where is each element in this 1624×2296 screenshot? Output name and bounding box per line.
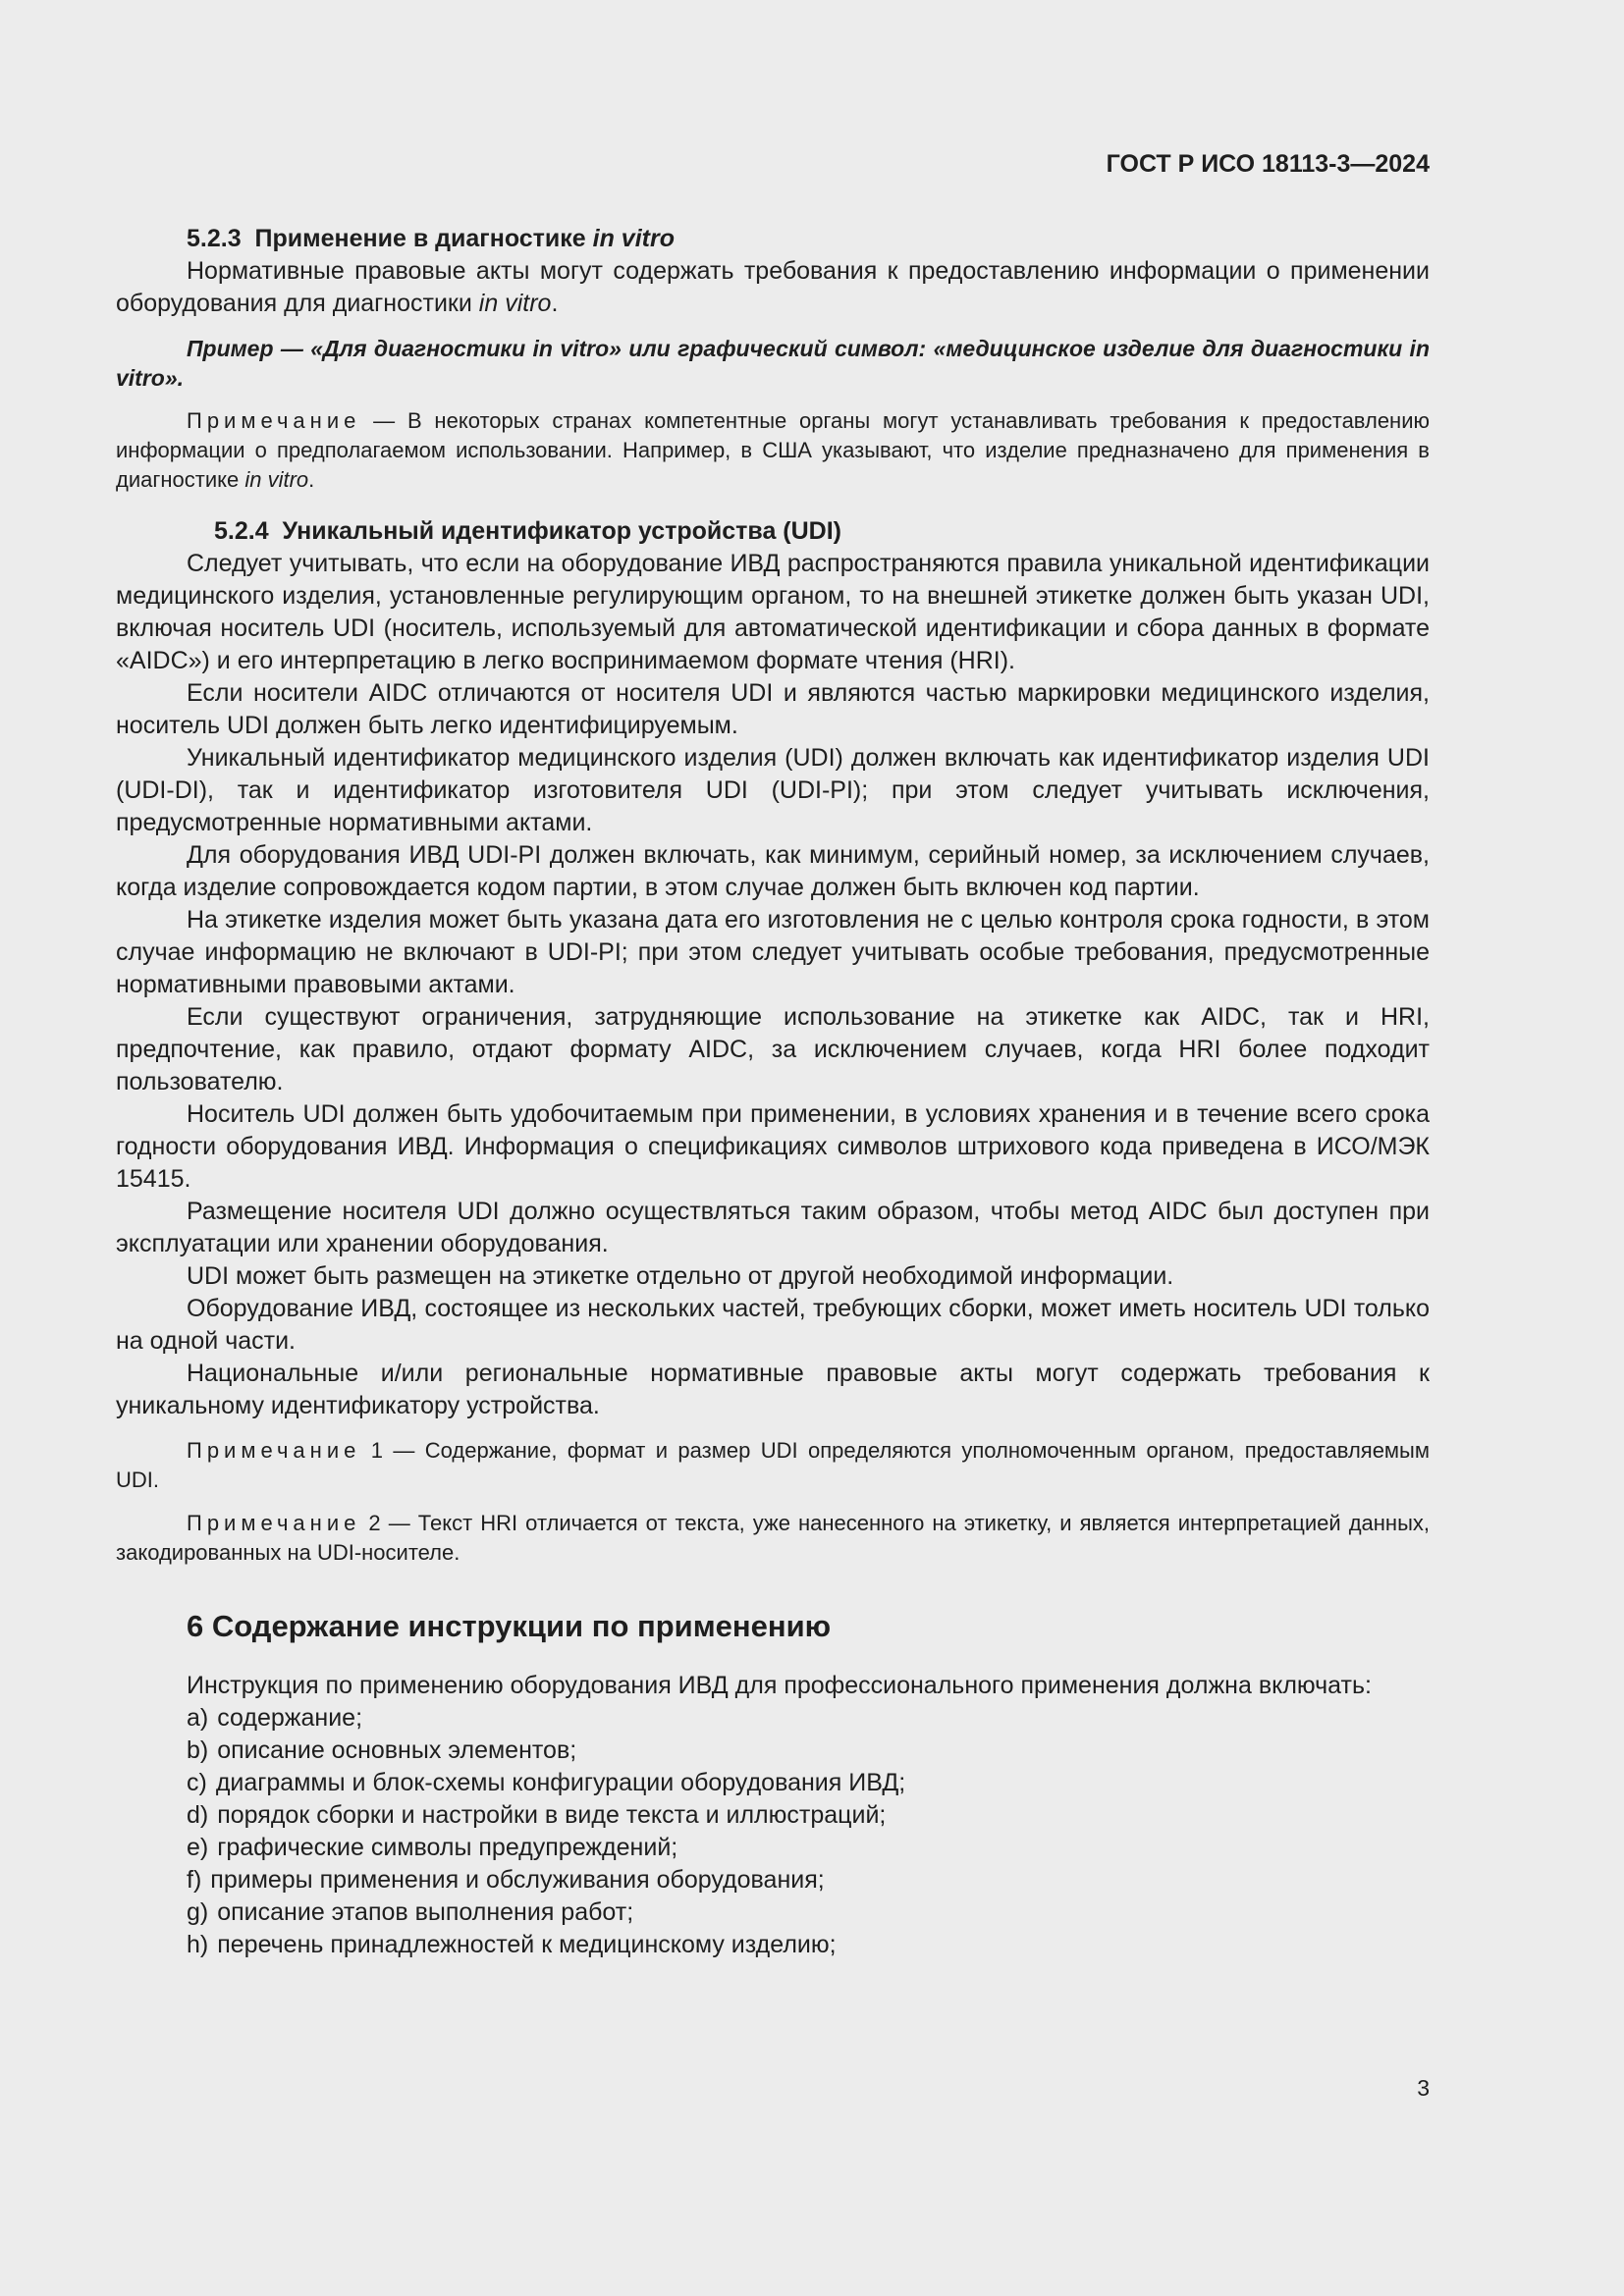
section-5-2-4-paragraphs	[116, 548, 1430, 1422]
page-body	[116, 222, 1430, 1961]
section-title: Уникальный идентификатор устройства (UDI)	[282, 517, 842, 545]
example-text: Пример — «Для диагностики in vitro» или графический символ: «медицинское изделие для диагностики in vitro».	[116, 336, 1430, 391]
list-item: h) перечень принадлежностей к медицинскому изделию;	[187, 1931, 837, 1958]
list-item: b) описание основных элементов;	[187, 1736, 577, 1764]
note-1: Примечание 1 — Содержание, формат и размер UDI определяются уполномоченным органом, предоставляемым UDI.	[116, 1438, 1430, 1492]
paragraph: На этикетке изделия может быть указана дата его изготовления не с целью контроля срока годности, в этом случае информацию не включают в UDI-PI; при этом следует учитывать особые требования, предусмотренные нормативными правовыми актами.	[116, 906, 1430, 998]
list-item: g) описание этапов выполнения работ;	[187, 1898, 634, 1926]
list-item: d) порядок сборки и настройки в виде текста и иллюстраций;	[187, 1801, 887, 1829]
note-5-2-3: Примечание — В некоторых странах компетентные органы могут устанавливать требования к предоставлению информации о предполагаемом использовании. Например, в США указывают, что изделие предназначено для применения в диагностике in vitro.	[116, 408, 1430, 492]
paragraph: Следует учитывать, что если на оборудование ИВД распространяются правила уникальной идентификации медицинского изделия, установленные регулирующим органом, то на внешней этикетке должен быть указан UDI, включая носитель UDI (носитель, используемый для автоматической идентификации и сбора данных в формате «AIDC») и его интерпретацию в легко воспринимаемом формате чтения (HRI).	[116, 550, 1430, 674]
paragraph: Носитель UDI должен быть удобочитаемым при применении, в условиях хранения и в течение всего срока годности оборудования ИВД. Информация о спецификациях символов штрихового кода приведена в ИСО/МЭК 15415.	[116, 1100, 1430, 1193]
requirements-list	[116, 1702, 1430, 1961]
section-5-2-3-paragraph: Нормативные правовые акты могут содержать требования к предоставлению информации о применении оборудования для диагностики in vitro.	[116, 257, 1430, 317]
section-number: 5.2.3	[187, 225, 242, 252]
note-label: Примечание	[187, 1438, 361, 1463]
note-label: Примечание	[187, 408, 361, 433]
section-number: 5.2.4	[214, 517, 269, 545]
paragraph: Уникальный идентификатор медицинского изделия (UDI) должен включать как идентификатор изделия UDI (UDI-DI), так и идентификатор изготовителя UDI (UDI-PI); при этом следует учитывать исключения, предусмотренные нормативными актами.	[116, 744, 1430, 836]
note-2: Примечание 2 — Текст HRI отличается от текста, уже нанесенного на этикетку, и является интерпретацией данных, закодированных на UDI-носителе.	[116, 1511, 1430, 1565]
note-label: Примечание	[187, 1511, 361, 1535]
paragraph: UDI может быть размещен на этикетке отдельно от другой необходимой информации.	[187, 1262, 1174, 1290]
section-title-italic: in vitro	[592, 225, 675, 252]
section-5-2-4-heading	[116, 514, 1430, 548]
paragraph: Оборудование ИВД, состоящее из нескольких частей, требующих сборки, может иметь носитель UDI только на одной части.	[116, 1295, 1430, 1355]
page-number: 3	[1417, 2075, 1430, 2101]
paragraph: Национальные и/или региональные нормативные правовые акты могут содержать требования к уникальному идентификатору устройства.	[116, 1360, 1430, 1419]
section-5-2-3-heading	[116, 222, 1430, 255]
section-6-heading: 6 Содержание инструкции по применению	[187, 1609, 832, 1643]
paragraph: Если существуют ограничения, затрудняющие использование на этикетке как AIDC, так и HRI, предпочтение, как правило, отдают формату AIDC, за исключением случаев, когда HRI более подходит пользователю.	[116, 1003, 1430, 1095]
list-item: с) диаграммы и блок-схемы конфигурации оборудования ИВД;	[187, 1769, 906, 1796]
list-item: f) примеры применения и обслуживания оборудования;	[187, 1866, 825, 1894]
paragraph: Если носители AIDC отличаются от носителя UDI и являются частью маркировки медицинского изделия, носитель UDI должен быть легко идентифицируемым.	[116, 679, 1430, 739]
paragraph: Для оборудования ИВД UDI-PI должен включать, как минимум, серийный номер, за исключением случаев, когда изделие сопровождается кодом партии, в этом случае должен быть включен код партии.	[116, 841, 1430, 901]
section-6-intro: Инструкция по применению оборудования ИВД для профессионального применения должна включать:	[187, 1672, 1372, 1699]
list-item: а) содержание;	[187, 1704, 363, 1732]
paragraph: Размещение носителя UDI должно осуществляться таким образом, чтобы метод AIDC был доступен при эксплуатации или хранении оборудования.	[116, 1198, 1430, 1257]
list-item: е) графические символы предупреждений;	[187, 1834, 678, 1861]
standard-header: ГОСТ Р ИСО 18113-3—2024	[1106, 150, 1430, 178]
section-title: Применение в диагностике	[254, 225, 586, 252]
